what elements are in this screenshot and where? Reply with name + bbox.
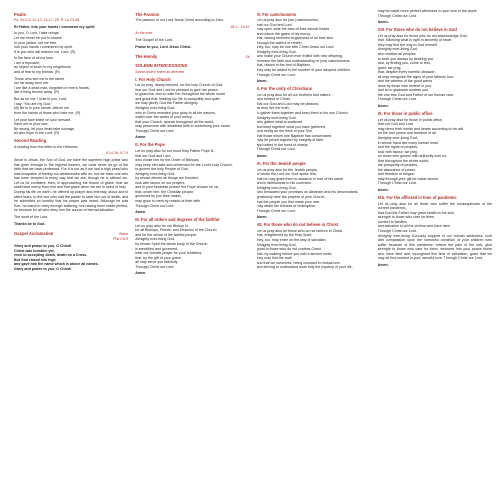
homily-heading: The Homily — [135, 54, 158, 60]
psalm-stanza: Let your face shine on your servant. Save me in your love. Be strong, let your heart take courage, all who hope in the Lord. (R) — [14, 117, 76, 136]
acclamation-text: Glory and praise to you, O Christ! Christ was humbler yet, even to accepting death, death on a Cross. But God raised him high and gave him the name which is above all names. Glory and praise to you, O Christ! — [14, 244, 99, 271]
second-reading-text: Since in Jesus, the Son of God, we have the supreme high priest who has gone through to the highest heaven, we must never let go of the faith that we have professed. For it is not as if we had a high priest who was incapable of feeling our weaknesses with us; but we have one who has been tempted in every way that we are, though he is without sin. Let us be confident, then, in approaching the throne of grace, that we shall have mercy from him and find grace when we are in need of help. During his life on earth, he offered up prayer and entreaty, aloud and in silent tears, to the one who had the power to save him out of death, and he submitted so humbly that his prayer was heard. Although he was Son, he learnt to obey through suffering; but having been made perfect, he became for all who obey him the source of eternal salvation. — [14, 158, 129, 213]
solemn-intercessions-heading: SOLEMN INTERCESSIONS — [135, 63, 188, 69]
intercession-text: Let us pray also for all those who suffer the consequences of the current pandemic, that God the Father may grant health to the sick, strength to those who care for them, comfort to families and salvation to all the victims who have died. Through Christ our Lord. Almighty ever-living God,only support of our human weakness, look with compassion upon the sorrowful condition of your children who suffer because of this pandemic; relieve the pain of the sick, give strength to those who care for them, welcome into your peace those who have died and, throughout this time of tribulation, grant that we may all find comfort in your merciful love. Through Christ our Lord. — [377, 201, 492, 261]
psalm-stanza: In you, O Lord, I take refuge. Let me never be put to shame. In your justice, set me free. Into your hands I commend my spirit. It is you who will redeem me, Lord. (R) — [14, 31, 76, 54]
psalm-stanza: Those who see me in the street run far away from me. I am like a dead man, forgotten in men's hearts, like a thing thrown away. (R) — [14, 76, 90, 95]
column-3 — [257, 9, 371, 496]
intercession-text: Let us pray also for our most Holy Father Pope N., that our God and Lord, who chose him for the Order of Bishops, may keep him safe and unharmed for the Lord's holy Church, to govern the holy People of God. Almighty ever-living God, by whose decree all things are founded, look with favour on our prayers and in your kindness protect the Pope chosen for us, that, under him, the Christian people, governed by you their maker, may grow in merit by reason of their faith. Through Christ our Lord. — [135, 148, 233, 208]
intercession-title: IXb. For the afflicted in time of pandemic — [377, 195, 457, 201]
second-reading-reference: 4:14-16; 5:7-9 — [105, 151, 129, 156]
intercession-text: Let us pray also for our Bishop N., for all Bishops, Priests, and Deacons of the Church and for the whole of the faithful people. Almighty ever-living God, by whose Spirit the whole body of the Church is sanctified and governed, hear our humble prayer for your ministers, that, by the gift of your grace, all may serve you faithfully. Through Christ our Lord. — [135, 223, 217, 269]
intercession-text: Let us pray also for all our brothers and sisters who believe in Christ, that our God and Lord may be pleased, as they live the truth, to gather them together and keep them in his one Church. Almighty ever-living God, who gather what is scattered and keep together what you have gathered, look kindly on the flock of your Son, that those whom one Baptism has consecrated may be joined together by integrity of faith and united in the bond of charity. Through Christ our Lord. — [256, 92, 349, 152]
passion-line: The passion of our Lord Jesus Christ according to John — [135, 18, 224, 22]
second-reading-title: A reading from the letter to the Hebrews — [14, 144, 78, 149]
amen-response: Amen. — [135, 271, 147, 276]
intercession-title: VII. For those who do not believe in Christ — [256, 222, 339, 228]
intercession-text: Let us pray also for those who do not believe in Christ, that, enlightened by the Holy Spirit, they, too, may enter on the way of salvation. Almighty ever-living God, grant to those who do not confess Christ that, by walking before you with a sincere heart, they may find the truth and that we ourselves, being constant in mutual love and striving to understand more fully the mystery of your life, — [256, 228, 353, 270]
amen-response: Amen. — [377, 20, 389, 25]
column-2 — [135, 9, 249, 496]
word-of-the-lord: The word of the Lord. — [14, 214, 49, 219]
stand-rubric: Stand — [118, 231, 129, 236]
page-columns — [14, 9, 492, 496]
gospel-acclamation-heading: Gospel Acclamation — [14, 230, 54, 236]
amen-response: Amen. — [256, 215, 268, 220]
intercession-text: Let us pray also for the Jewish people, to whom the Lord our God spoke first, that he may grant them to advance in love of his name and in faithfulness to his covenant. Almighty ever-living God, who bestowed your promises on Abraham and his descendants, graciously hear the prayers of your Church, that the people you first made your own may attain the fullness of redemption. Through Christ our Lord. — [256, 167, 359, 213]
amen-response: Amen. — [377, 104, 389, 109]
psalm-heading: Psalm — [14, 11, 27, 17]
continued-text: may be made more perfect witnesses to your love in the world. Through Christ our Lord. — [377, 9, 478, 18]
column-1 — [14, 9, 128, 496]
second-reading-heading: Second Reading — [14, 138, 47, 144]
sit-rubric: Sit — [245, 55, 250, 60]
psalm-response: R/ Father, into your hands I commend my spirit. — [14, 24, 96, 29]
intercession-title: IV. For catechumens — [256, 11, 297, 17]
intercession-title: VI. For the Jewish people — [256, 161, 306, 167]
at-end-rubric: At the end: — [135, 31, 153, 36]
thanks-response: Thanks be to God. — [14, 221, 46, 226]
intercession-title: VIII. For those who do not believe in God — [377, 27, 457, 33]
amen-response: Amen. — [135, 210, 147, 215]
amen-response: Amen. — [377, 188, 389, 193]
psalm-stanza: In the face of all my foes I am a reproach, an object of scorn to my neighbours and of fear to my friends. (R) — [14, 56, 71, 75]
amen-response: Amen. — [377, 263, 389, 267]
intercession-title: II. For the Pope — [135, 142, 165, 148]
acclamation-reference: Phil 2:8-9 — [113, 237, 129, 242]
amen-response: Amen. — [135, 135, 147, 140]
passion-reference: 18:1 - 19:42 — [230, 24, 250, 29]
intercession-title: I. For Holy Church — [135, 76, 171, 82]
psalm-reference: Ps. 30:2-6, 12-13, 15-17, 25. R. Lk 23:46. — [14, 18, 81, 22]
amen-response: Amen. — [256, 154, 268, 159]
psalm-stanza: But as for me, I trust in you, Lord, I say: 'You are my God.' My life is in your hands, deliver me from the hands of those who hate me. (R) — [14, 97, 81, 115]
intercession-title: IX. For those in public office — [377, 111, 433, 117]
intercession-text: Let us pray also for (our) catechumens, that our God and Lord may open wide the ears of their inmost hearts and unlock the gates of his mercy, that, having received forgiveness of all their sins through the waters of rebirth, they, too, may be one with Christ Jesus our Lord. Almighty ever-living God, who make your Church ever fruitful with new offspring, increase the faith and understanding of (our) catechumens, that, reborn in the font of Baptism, they may be added to the number of your adopted children. Through Christ our Lord. — [256, 18, 351, 77]
intercession-title: V. For the unity of Christians — [256, 86, 313, 92]
intercession-text: Let us pray also for those who do not acknowledge God, that, following what is right in sincerity of heart, they may find the way to God himself. Almighty ever-living God, who created all peoples to seek you always by desiring you and, by finding you, come to rest, grant, we pray, that, despite every harmful obstacle, all may recognise the signs of your fatherly love and the witness of the good works done by those who believe in you, and so in gladness confess you, the one true God and Father of our human race. Through Christ our Lord. — [377, 33, 468, 102]
column-4 — [378, 9, 492, 496]
intercession-text: Let us pray also for those in public office, that our God and Lord may direct their minds and hearts according to his will for the true peace and freedom of all. Almighty ever-living God, in whose hand lies every human heart and the rights of peoples, look with favour, we pray, on those who govern with authority over us, that throughout the whole world, the prosperity of peoples, the assurance of peace, and freedom of religion may through your gift be made secure. Through Christ our Lord. — [377, 117, 464, 186]
intercession-text: Let us pray, dearly beloved, for the holy Church of God, that our God and Lord be pleased to give her peace, to guard her and to unite her throughout the whole world and grant that, leading our life in tranquillity and quiet, we may glorify God the Father almighty. Almighty ever-living God, who in Christ revealed your glory to all the nations, watch over the works of your mercy, that your Church, spread throughout all the world, may persevere with steadfast faith in confessing your name. Through Christ our Lord. — [135, 83, 231, 133]
gospel-of-the-lord: The Gospel of the Lord. — [135, 38, 174, 43]
solemn-rubric: Stand and/or kneel as directed. — [135, 69, 185, 74]
amen-response: Amen. — [256, 79, 268, 84]
intercession-title: III. For all orders and degrees of the faithful — [135, 217, 220, 223]
passion-heading: The Passion — [135, 11, 160, 17]
gospel-response: Praise to you, Lord Jesus Christ. — [135, 44, 192, 49]
